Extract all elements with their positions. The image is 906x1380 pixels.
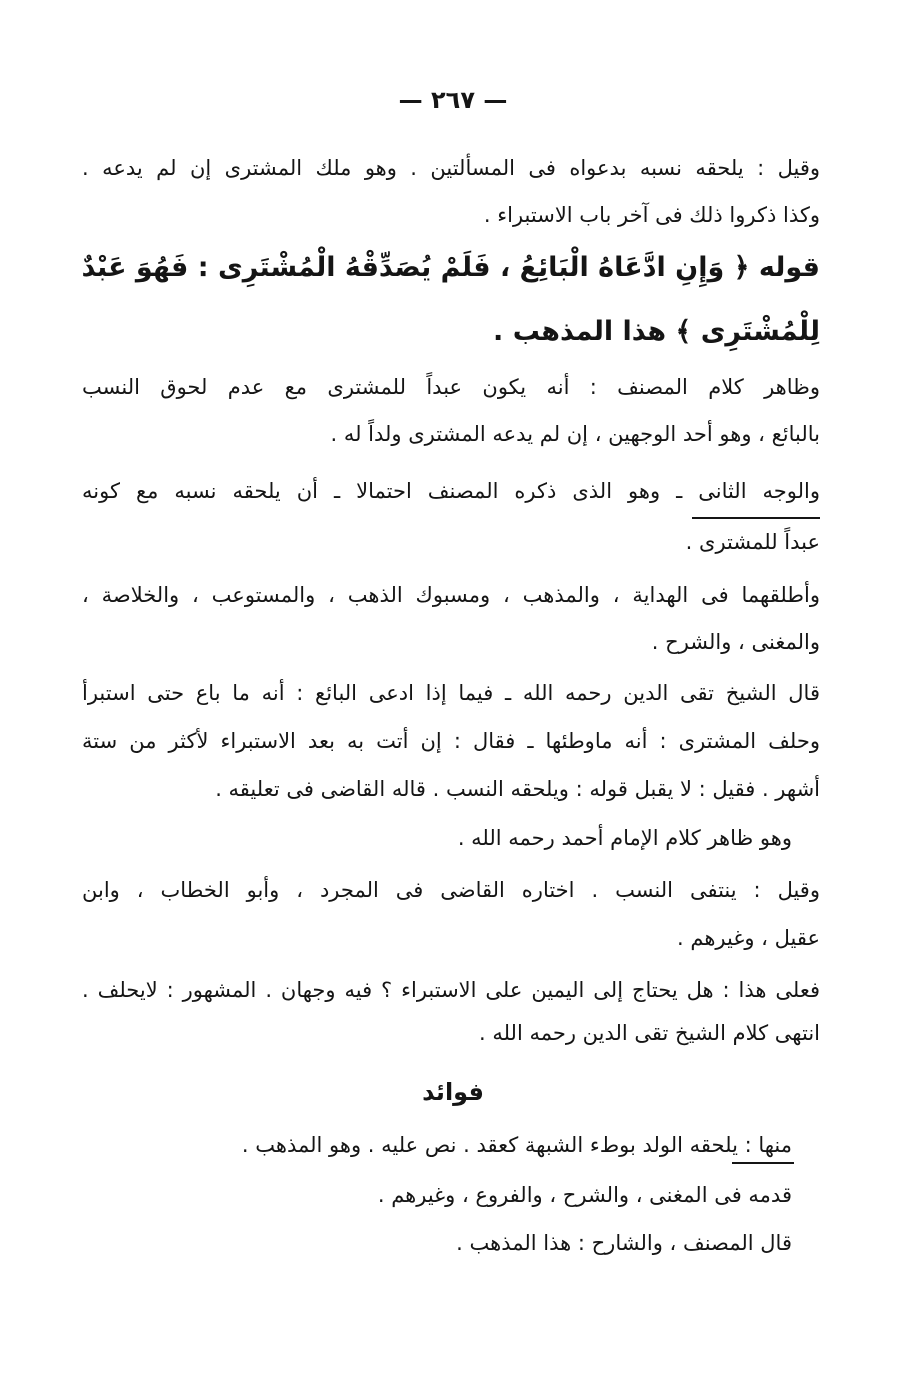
paragraph-4-line-1: والوجه الثانى ـ وهو الذى ذكره المصنف احتمالا ـ أن يلحقه نسبه مع كونه	[82, 479, 820, 503]
paragraph-8-line-2: عقيل ، وغيرهم .	[677, 926, 820, 950]
quote-heading-line-2: لِلْمُشْتَرِى ﴾ هذا المذهب .	[493, 316, 820, 347]
underline-mark	[692, 517, 820, 519]
quote-heading-line-1: قوله ﴿ وَإِنِ ادَّعَاهُ الْبَائِعُ ، فَلَمْ يُصَدِّقْهُ الْمُشْتَرِى : فَهُوَ عَبْدٌ	[81, 252, 820, 283]
section-title-fawaid: فوائد	[422, 1078, 484, 1106]
paragraph-5-line-2: والمغنى ، والشرح .	[651, 630, 820, 654]
paragraph-1-line-1: وقيل : يلحقه نسبه بدعواه فى المسألتين . وهو ملك المشترى إن لم يدعه .	[82, 156, 820, 180]
paragraph-8-line-1: وقيل : ينتفى النسب . اختاره القاضى فى المجرد ، وأبو الخطاب ، وابن	[82, 878, 820, 902]
paragraph-4-line-2: عبداً للمشترى .	[685, 530, 820, 554]
fawaid-line-3: قال المصنف ، والشارح : هذا المذهب .	[456, 1231, 792, 1255]
paragraph-6-line-1: قال الشيخ تقى الدين رحمه الله ـ فيما إذا ادعى البائع : أنه ما باع حتى استبرأ	[82, 681, 820, 705]
paragraph-3-line-2: بالبائع ، وهو أحد الوجهين ، إن لم يدعه المشترى ولداً له .	[330, 422, 820, 446]
paragraph-6-line-2: وحلف المشترى : أنه ماوطئها ـ فقال : إن أتت به بعد الاستبراء لأكثر من ستة	[82, 729, 820, 753]
paragraph-9-line-2: انتهى كلام الشيخ تقى الدين رحمه الله .	[478, 1021, 820, 1045]
paragraph-3-line-1: وظاهر كلام المصنف : أنه يكون عبداً للمشترى مع عدم لحوق النسب	[82, 375, 820, 399]
underline-mark	[732, 1162, 794, 1164]
paragraph-6-line-3: أشهر . فقيل : لا يقبل قوله : ويلحقه النسب . قاله القاضى فى تعليقه .	[215, 777, 820, 801]
fawaid-line-2: قدمه فى المغنى ، والشرح ، والفروع ، وغيرهم .	[377, 1183, 792, 1207]
page-number: — ٢٦٧ —	[398, 86, 508, 114]
paragraph-7-line-1: وهو ظاهر كلام الإمام أحمد رحمه الله .	[457, 826, 792, 850]
paragraph-1-line-2: وكذا ذكروا ذلك فى آخر باب الاستبراء .	[483, 203, 820, 227]
paragraph-5-line-1: وأطلقهما فى الهداية ، والمذهب ، ومسبوك الذهب ، والمستوعب ، والخلاصة ،	[82, 583, 820, 607]
paragraph-9-line-1: فعلى هذا : هل يحتاج إلى اليمين على الاستبراء ؟ فيه وجهان . المشهور : لايحلف .	[82, 978, 820, 1002]
fawaid-line-1: منها : يلحقه الولد بوطء الشبهة كعقد . نص عليه . وهو المذهب .	[241, 1133, 792, 1157]
